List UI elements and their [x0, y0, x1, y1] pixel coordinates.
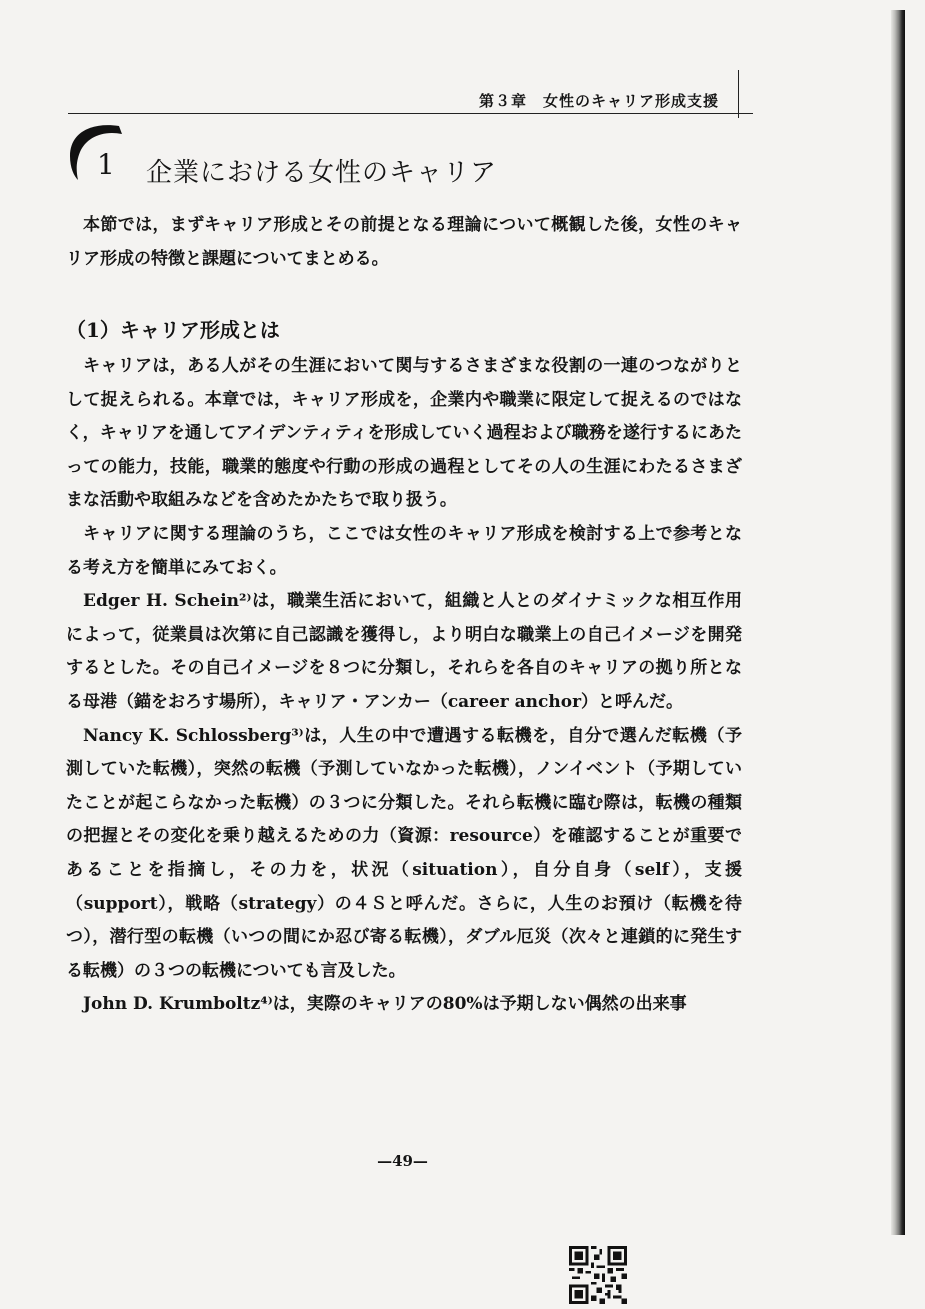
subsection-heading: （1）キャリア形成とは — [66, 318, 280, 342]
lead-paragraph-block — [66, 209, 742, 276]
paragraph: John D. Krumboltz⁴⁾は，実際のキャリアの80%は予期しない偶然の出来事 — [83, 994, 687, 1015]
paragraph: Nancy K. Schlossberg³⁾は，人生の中で遭遇する転機を，自分で選んだ転機（予測していた転機），突然の転機（予測していなかった転機），ノンイベント（予期していたことが起こらなかった転機）の３つに分類した。それら転機に臨む際は，転機の種類の把握とその変化を乗り越えるための力（資源：resource）を確認することが重要であることを指摘し，その力を，状況（situation），自分自身（self），支援（support），戦略（strategy）の４Ｓと呼んだ。さらに，人生のお預け（転機を待つ），潜行型の転機（いつの間にか忍び寄る転機），ダブル厄災（次々と連鎖的に発生する転機）の３つの転機についても言及した。 — [66, 725, 742, 981]
lead-paragraph: 本節では，まずキャリア形成とその前提となる理論について概観した後，女性のキャリア形成の特徴と課題についてまとめる。 — [66, 215, 742, 269]
header-rule — [68, 113, 753, 115]
main-text — [66, 350, 742, 1022]
page-number: —49— — [377, 1152, 428, 1170]
qr-code-icon — [568, 1246, 628, 1304]
header-vertical-rule — [738, 70, 740, 118]
section-number: 1 — [97, 148, 115, 181]
running-header — [68, 84, 753, 114]
paragraph: キャリアは，ある人がその生涯において関与するさまざまな役割の一連のつながりとして捉えられる。本章では，キャリア形成を，企業内や職業に限定して捉えるのではなく，キャリアを通してアイデンティティを形成していく過程および職務を遂行するにあたっての能力，技能，職業的態度や行動の形成の過程としてその人の生涯にわたるさまざまな活動や取組みなどを含めたかたちで取り扱う。 — [66, 356, 742, 511]
section-title: 企業における女性のキャリア — [146, 158, 498, 188]
chapter-title: 第３章 女性のキャリア形成支援 — [478, 92, 719, 110]
page-edge — [891, 10, 905, 1235]
paragraph: Edger H. Schein²⁾は，職業生活において，組織と人とのダイナミックな相互作用によって，従業員は次第に自己認識を獲得し，より明白な職業上の自己イメージを開発するとした。その自己イメージを８つに分類し，それらを各自のキャリアの拠り所となる母港（錨をおろす場所），キャリア・アンカー（career anchor）と呼んだ。 — [66, 591, 742, 712]
paragraph: キャリアに関する理論のうち，ここでは女性のキャリア形成を検討する上で参考となる考え方を簡単にみておく。 — [66, 523, 742, 578]
section-bracket-icon — [64, 118, 128, 184]
